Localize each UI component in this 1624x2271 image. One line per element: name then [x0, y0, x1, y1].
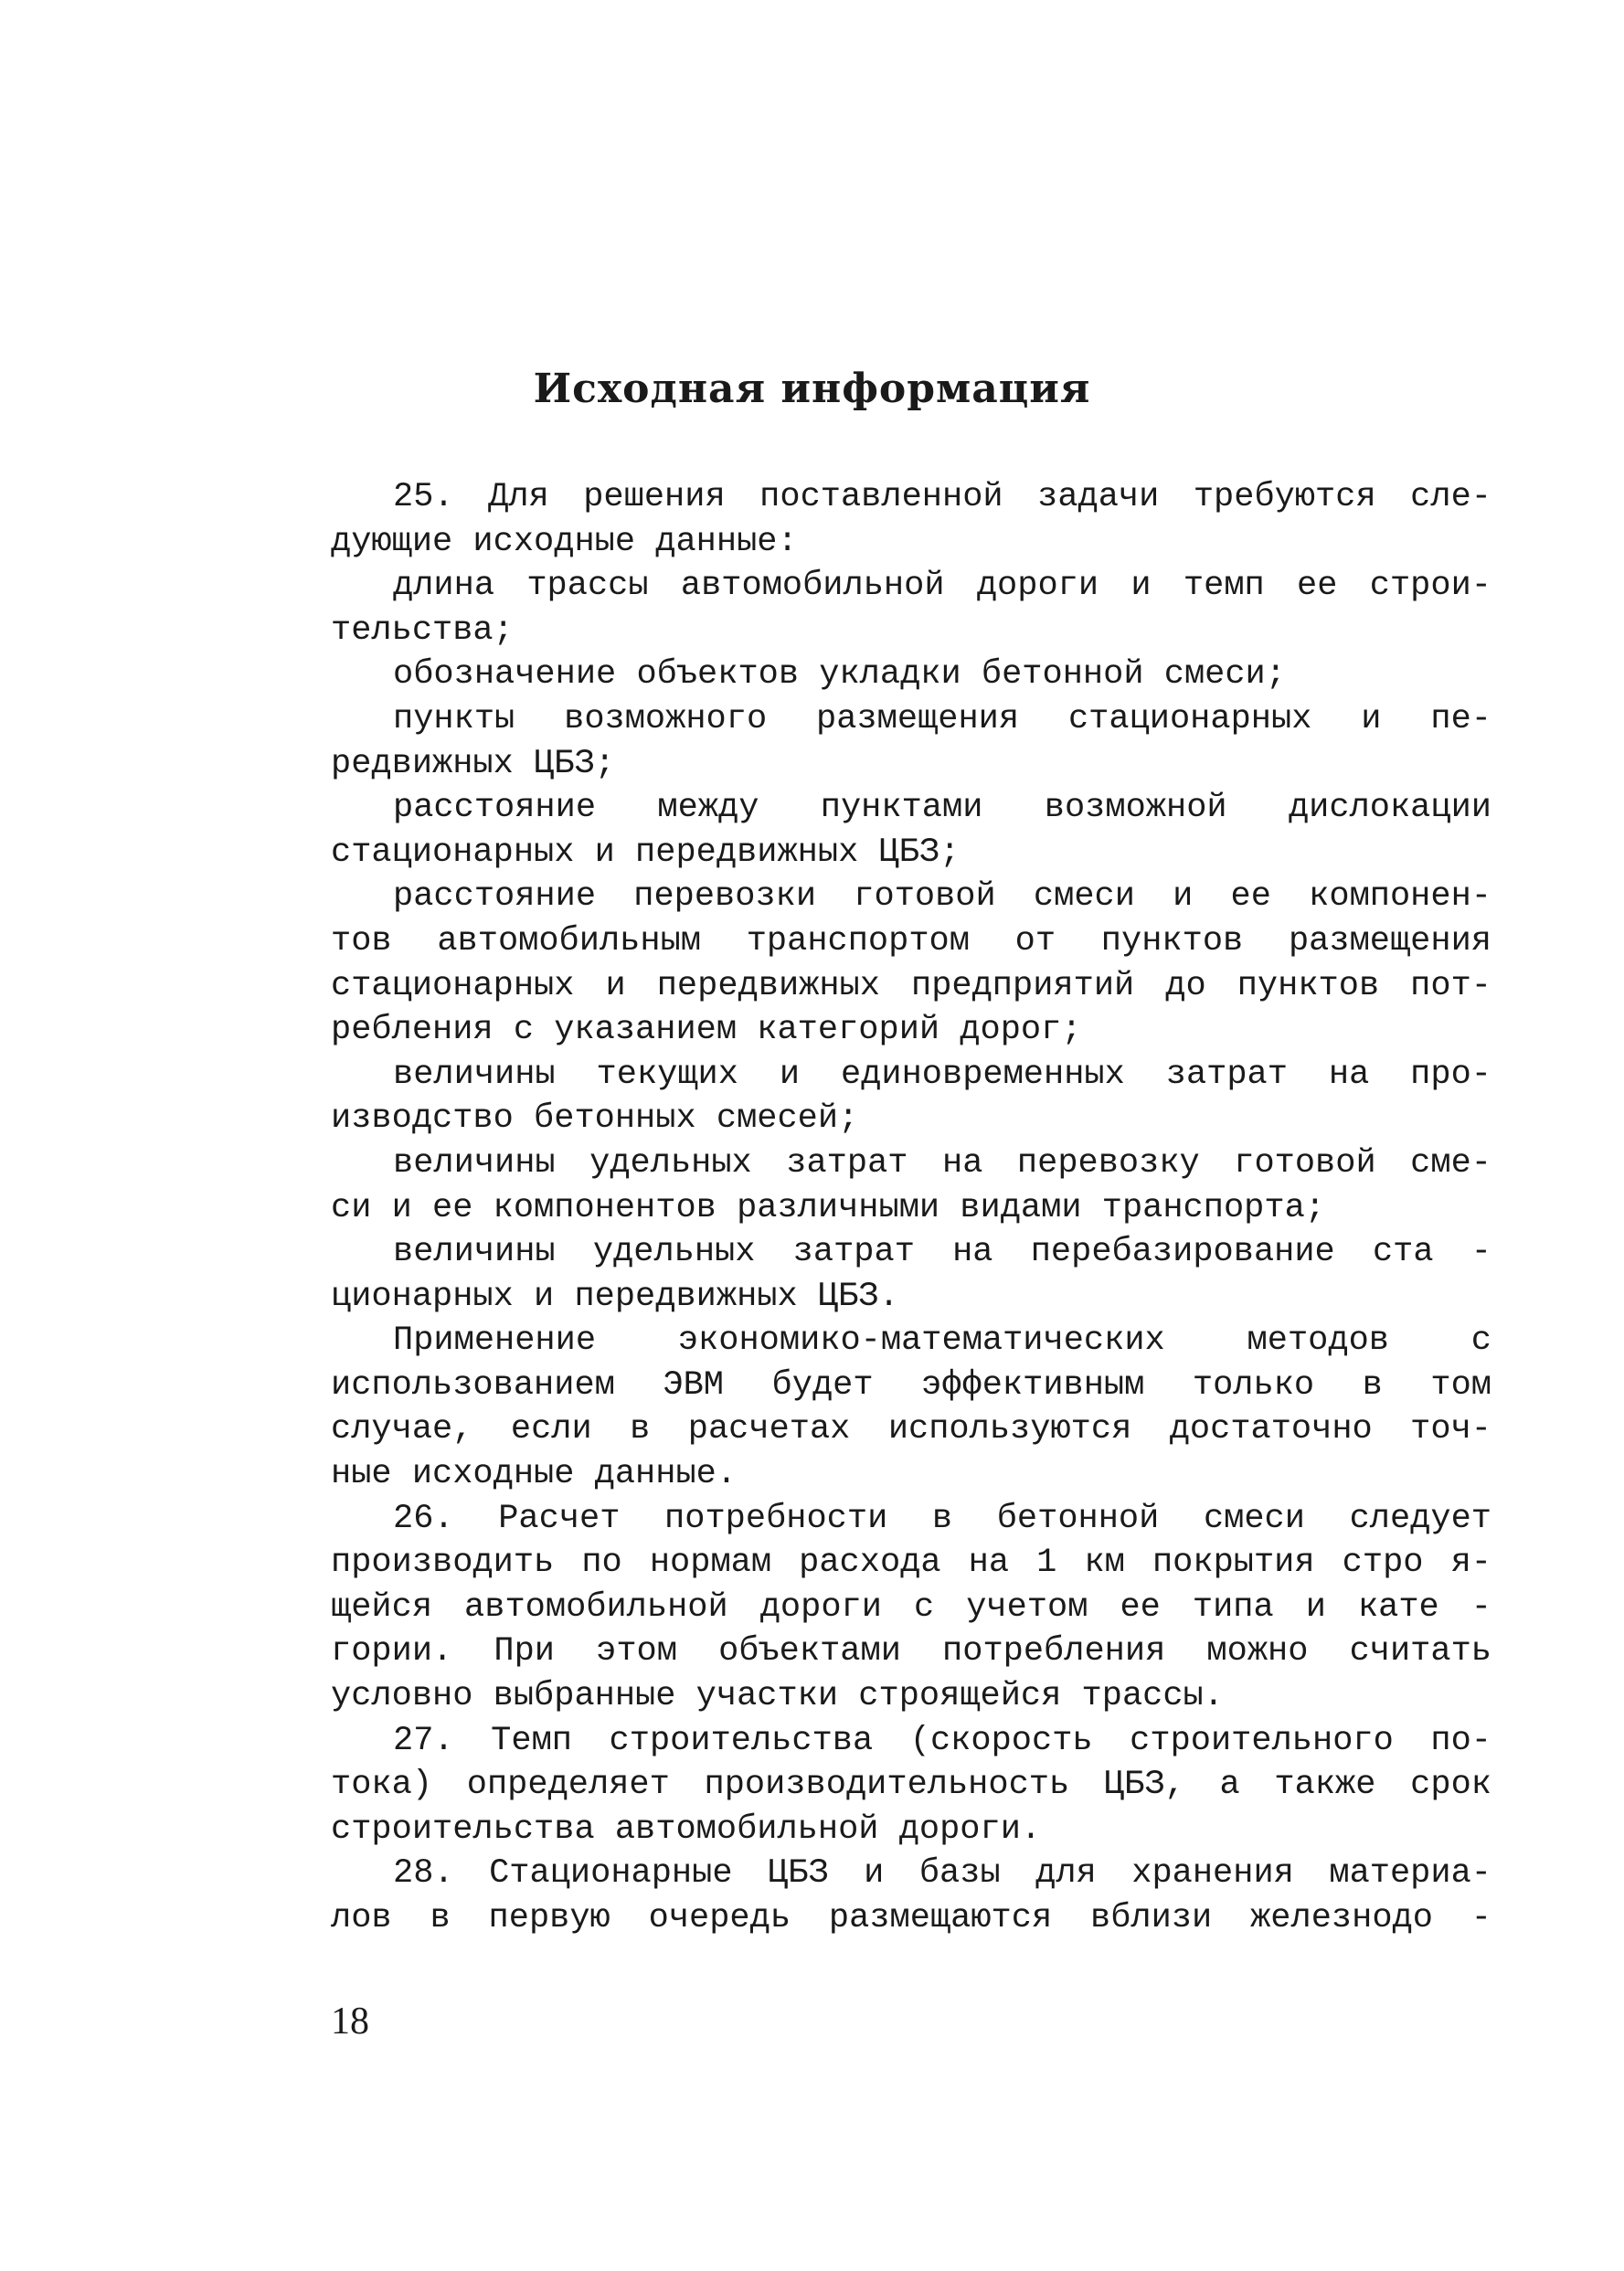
text-line — [331, 1407, 1491, 1452]
text-line — [331, 1275, 1491, 1320]
page-number: 18 — [331, 2000, 369, 2043]
text-line-content: щейся автомобильной дороги с учетом ее типа и кате - — [331, 1587, 1491, 1627]
text-line-content: 26. Расчет потребности в бетонной смеси следует — [393, 1499, 1491, 1538]
text-line-content: длина трассы автомобильной дороги и темп ее строи- — [393, 567, 1491, 606]
text-line — [331, 1896, 1491, 1941]
text-line-content: величины текущих и единовременных затрат на про- — [393, 1055, 1491, 1094]
text-line-content: тельства; — [331, 610, 514, 650]
text-line-content: ционарных и передвижных ЦБЗ. — [331, 1277, 899, 1316]
text-line-content: дующие исходные данные: — [331, 522, 798, 561]
text-line — [331, 1452, 1491, 1497]
text-line-content: расстояние перевозки готовой смеси и ее компонен- — [393, 877, 1491, 917]
text-line-content: стационарных и передвижных ЦБЗ; — [331, 833, 961, 872]
section-heading: Исходная информация — [533, 366, 1091, 412]
text-line — [331, 1629, 1491, 1674]
text-line — [331, 1053, 1491, 1098]
text-line — [331, 1674, 1491, 1719]
text-line — [331, 1719, 1491, 1764]
text-line-content: производить по нормам расхода на 1 км покрытия стро я- — [331, 1544, 1491, 1583]
text-line-content: строительства автомобильной дороги. — [331, 1809, 1042, 1849]
text-line — [331, 1186, 1491, 1231]
text-line — [331, 1230, 1491, 1275]
text-line — [331, 1808, 1491, 1852]
text-line-content: редвижных ЦБЗ; — [331, 744, 615, 783]
text-line — [331, 831, 1491, 876]
text-line — [331, 475, 1491, 520]
text-line — [331, 919, 1491, 964]
text-line — [331, 1364, 1491, 1408]
text-line — [331, 697, 1491, 742]
text-line — [331, 1586, 1491, 1630]
text-line — [331, 1097, 1491, 1141]
text-line-content: случае, если в расчетах используются достаточно точ- — [331, 1410, 1491, 1449]
text-line — [331, 1141, 1491, 1186]
text-line-content: использованием ЭВМ будет эффективным только в том — [331, 1365, 1491, 1405]
text-line — [331, 653, 1491, 697]
text-line-content: Применение экономико-математических методов с — [393, 1321, 1491, 1361]
text-line — [331, 964, 1491, 1009]
text-line-content: обозначение объектов укладки бетонной смеси; — [393, 655, 1286, 695]
body-text — [331, 475, 1491, 1941]
text-line-content: тов автомобильным транспортом от пунктов размещения — [331, 921, 1491, 960]
text-line — [331, 609, 1491, 653]
text-line-content: 25. Для решения поставленной задачи требуются сле- — [393, 478, 1491, 516]
text-line-content: стационарных и передвижных предприятий до пунктов пот- — [331, 966, 1491, 1005]
text-line-content: 27. Темп строительства (скорость строительного по- — [393, 1721, 1491, 1760]
text-line-content: условно выбранные участки строящейся трассы. — [331, 1677, 1224, 1716]
text-line — [331, 1008, 1491, 1053]
text-line — [331, 786, 1491, 831]
text-line-content: величины удельных затрат на перевозку готовой сме- — [393, 1143, 1491, 1183]
text-line — [331, 1763, 1491, 1808]
text-line-content: пункты возможного размещения стационарных и пе- — [393, 699, 1491, 738]
text-line-content: лов в первую очередь размещаются вблизи железнодо - — [331, 1899, 1491, 1937]
text-line — [331, 742, 1491, 787]
text-line — [331, 1852, 1491, 1896]
text-line — [331, 1541, 1491, 1586]
text-line-content: изводство бетонных смесей; — [331, 1099, 859, 1139]
text-line — [331, 1319, 1491, 1364]
text-line-content: гории. При этом объектами потребления можно считать — [331, 1632, 1491, 1671]
text-line — [331, 520, 1491, 565]
text-line-content: тока) определяет производительность ЦБЗ, а также срок — [331, 1766, 1491, 1805]
text-line-content: 28. Стационарные ЦБЗ и базы для хранения материа- — [393, 1854, 1491, 1894]
text-line — [331, 875, 1491, 919]
text-line-content: си и ее компонентов различными видами транспорта; — [331, 1188, 1325, 1227]
text-line-content: ребления с указанием категорий дорог; — [331, 1011, 1082, 1050]
text-line — [331, 1497, 1491, 1542]
text-line-content: расстояние между пунктами возможной дислокации — [393, 789, 1491, 828]
text-line-content: ные исходные данные. — [331, 1455, 738, 1494]
text-line-content: величины удельных затрат на перебазирование ста - — [393, 1233, 1491, 1272]
text-line — [331, 564, 1491, 609]
